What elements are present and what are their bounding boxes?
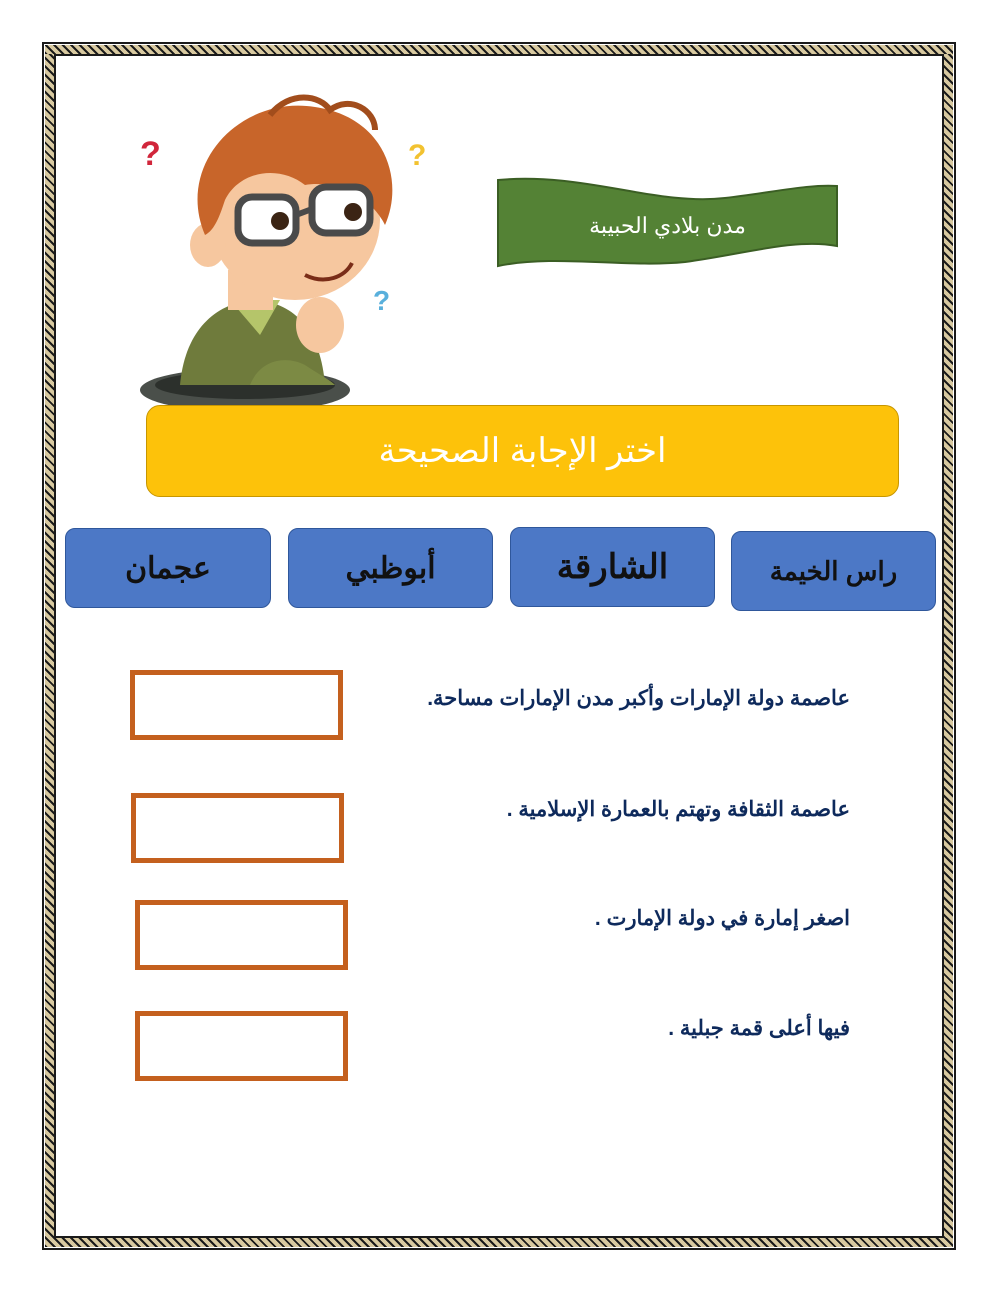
question-1: عاصمة دولة الإمارات وأكبر مدن الإمارات مساحة.	[427, 687, 850, 710]
answer-box-2[interactable]	[131, 793, 344, 863]
question-4: فيها أعلى قمة جبلية .	[668, 1017, 850, 1040]
answer-box-1[interactable]	[130, 670, 343, 740]
svg-text:?: ?	[408, 139, 427, 172]
choice-ajman[interactable]: عجمان	[65, 528, 271, 608]
question-2: عاصمة الثقافة وتهتم بالعمارة الإسلامية .	[506, 798, 850, 821]
choice-sharjah[interactable]: الشارقة	[510, 527, 715, 607]
svg-text:?: ?	[140, 135, 161, 173]
question-3: اصغر إمارة في دولة الإمارت .	[594, 907, 850, 930]
answer-box-4[interactable]	[135, 1011, 348, 1081]
answer-box-3[interactable]	[135, 900, 348, 970]
choice-abu-dhabi[interactable]: أبوظبي	[288, 528, 493, 608]
instruction-bar: اختر الإجابة الصحيحة	[146, 405, 899, 497]
worksheet-title: مدن بلادي الحبيبة	[589, 213, 746, 238]
thinking-boy-icon	[120, 85, 440, 410]
choice-ras-al-khaimah[interactable]: راس الخيمة	[731, 531, 936, 611]
svg-text:?: ?	[373, 285, 391, 316]
